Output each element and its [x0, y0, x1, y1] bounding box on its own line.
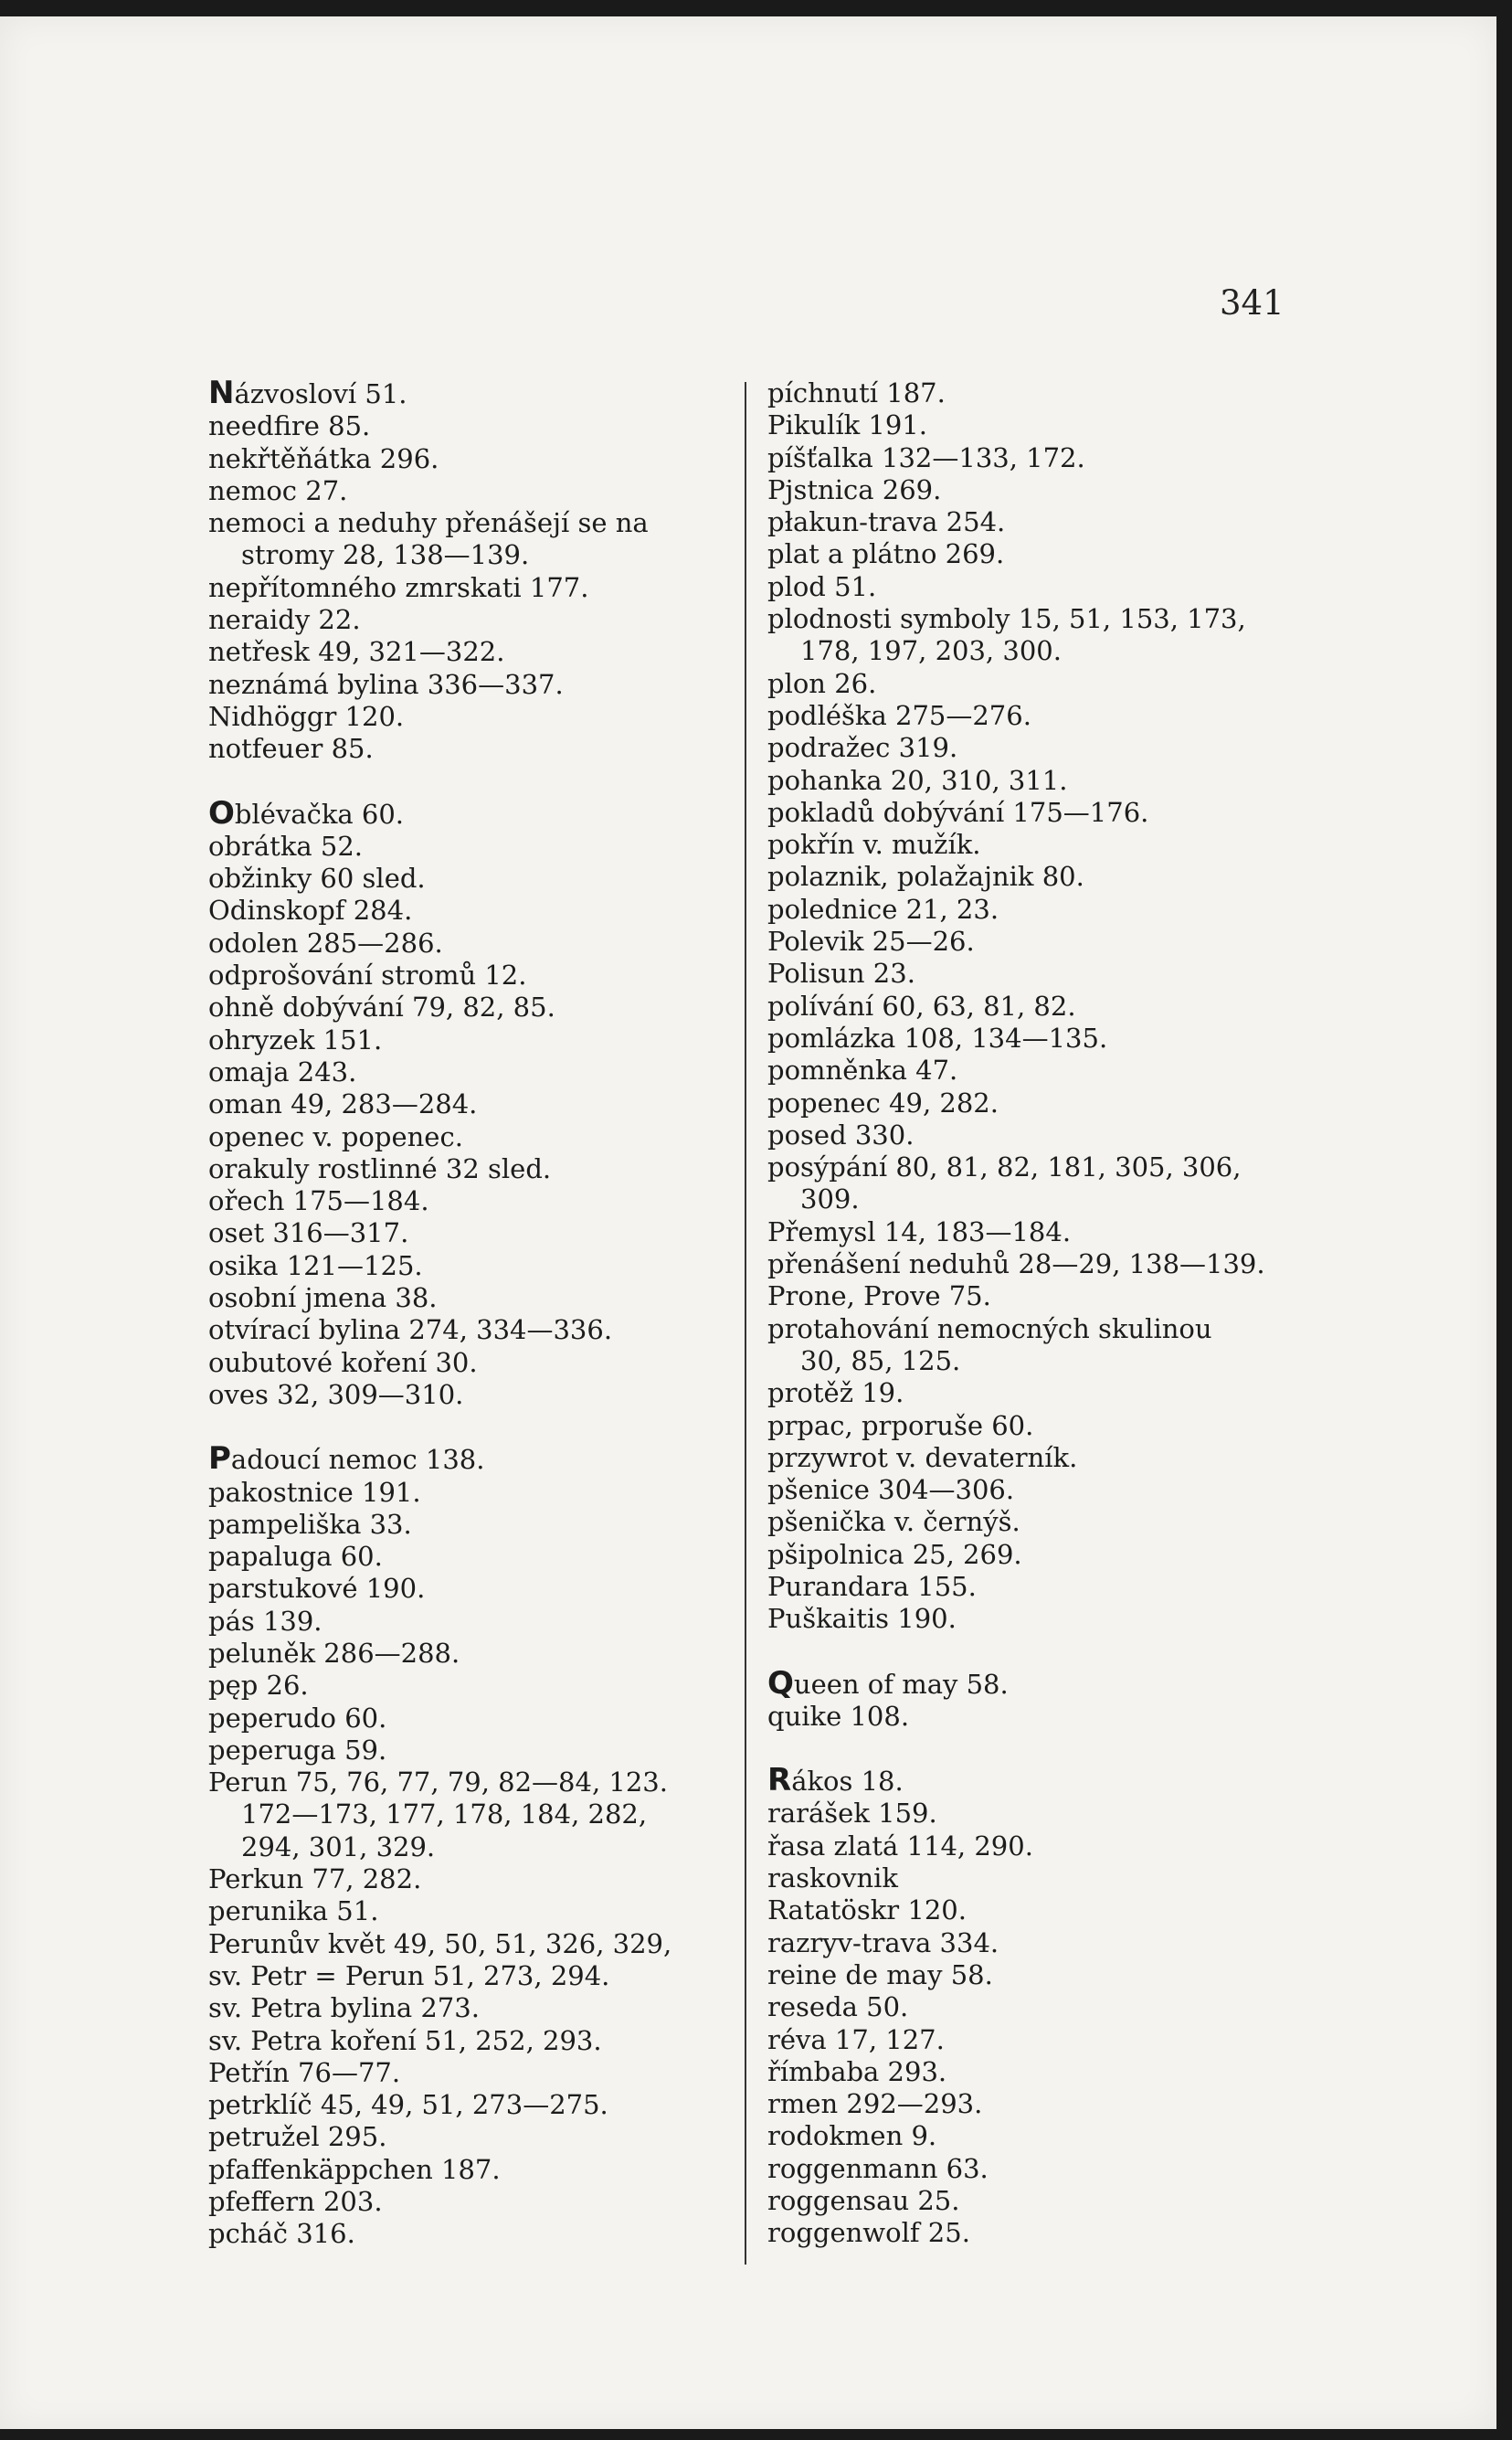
index-entry: podléška 275—276.	[767, 699, 1031, 731]
index-entry: orakuly rostlinné 32 sled.	[208, 1152, 552, 1184]
index-entry: ohryzek 151.	[208, 1024, 383, 1056]
index-entry: ohně dobývání 79, 82, 85.	[208, 992, 555, 1024]
index-section-start: Padoucí nemoc 138.	[208, 1440, 485, 1478]
index-entry: przywrot v. devaterník.	[767, 1441, 1078, 1473]
index-entry: Polevik 25—26.	[767, 926, 975, 958]
index-entry: Polisun 23.	[767, 958, 915, 990]
index-entry: protahování nemocných skulinou	[767, 1312, 1212, 1344]
index-entry: pomněnka 47.	[767, 1055, 958, 1087]
index-entry: Prone, Prove 75.	[767, 1280, 991, 1312]
index-entry: pfeffern 203.	[208, 2186, 383, 2218]
index-entry: polaznik, polažajnik 80.	[767, 861, 1084, 893]
index-entry: rarášek 159.	[767, 1798, 937, 1830]
index-entry: peluněk 286—288.	[208, 1637, 460, 1669]
index-entry: posed 330.	[767, 1119, 915, 1151]
index-entry: oubutové koření 30.	[208, 1346, 478, 1378]
index-entry: Petřín 76—77.	[208, 2056, 401, 2088]
index-entry: nepřítomného zmrskati 177.	[208, 571, 589, 603]
index-entry: Pjstnica 269.	[767, 473, 942, 505]
index-column-right	[767, 377, 1297, 2250]
index-entry: polívání 60, 63, 81, 82.	[767, 990, 1076, 1022]
section-gap	[208, 766, 738, 798]
index-entry: osobní jmena 38.	[208, 1282, 438, 1314]
index-entry: pampeliška 33.	[208, 1508, 412, 1540]
index-entry: sv. Petra bylina 273.	[208, 1992, 480, 2024]
index-entry: odolen 285—286.	[208, 927, 443, 959]
index-entry: plod 51.	[767, 570, 877, 602]
index-entry: popenec 49, 282.	[767, 1087, 999, 1119]
index-entry: obrátka 52.	[208, 830, 364, 862]
index-entry: Odinskopf 284.	[208, 895, 413, 927]
index-column-left	[208, 377, 738, 2251]
index-entry: plon 26.	[767, 667, 877, 699]
index-entry: peperudo 60.	[208, 1702, 387, 1734]
section-gap	[208, 1411, 738, 1443]
section-gap	[767, 1636, 1297, 1668]
index-entry: stromy 28, 138—139.	[241, 539, 530, 571]
index-entry: 178, 197, 203, 300.	[800, 635, 1062, 667]
index-entry: obžinky 60 sled.	[208, 863, 426, 895]
index-entry: pšipolnica 25, 269.	[767, 1538, 1022, 1570]
index-entry: roggenmann 63.	[767, 2152, 989, 2184]
index-entry: parstukové 190.	[208, 1573, 426, 1605]
index-entry: perunika 51.	[208, 1895, 379, 1927]
index-entry: 309.	[800, 1183, 860, 1215]
index-entry: otvírací bylina 274, 334—336.	[208, 1314, 613, 1346]
index-entry: 30, 85, 125.	[800, 1344, 961, 1376]
index-entry: rodokmen 9.	[767, 2120, 937, 2152]
index-section-start: Názvosloví 51.	[208, 375, 407, 411]
index-entry: roggensau 25.	[767, 2185, 960, 2217]
index-entry: quike 108.	[767, 1700, 910, 1732]
index-entry: 172—173, 177, 178, 184, 282,	[241, 1798, 648, 1830]
index-entry: pšenička v. černýš.	[767, 1506, 1020, 1538]
index-entry: 294, 301, 329.	[241, 1830, 436, 1862]
index-entry: osika 121—125.	[208, 1249, 423, 1281]
index-entry: Přemysl 14, 183—184.	[767, 1215, 1072, 1247]
index-entry: pakostnice 191.	[208, 1476, 421, 1508]
index-entry: plodnosti symboly 15, 51, 153, 173,	[767, 603, 1246, 635]
index-entry: reine de may 58.	[767, 1958, 993, 1990]
index-entry: prpac, prporuše 60.	[767, 1409, 1034, 1441]
index-entry: sv. Petr = Perun 51, 273, 294.	[208, 1959, 610, 1991]
index-entry: protěž 19.	[767, 1377, 904, 1409]
index-entry: Perunův květ 49, 50, 51, 326, 329,	[208, 1927, 672, 1959]
index-entry: roggenwolf 25.	[767, 2217, 970, 2249]
index-entry: petrklíč 45, 49, 51, 273—275.	[208, 2089, 608, 2121]
index-entry: pás 139.	[208, 1605, 322, 1637]
index-entry: openec v. popenec.	[208, 1120, 463, 1152]
index-entry: Purandara 155.	[767, 1570, 977, 1602]
index-entry: pcháč 316.	[208, 2218, 355, 2250]
index-entry: Puškaitis 190.	[767, 1603, 957, 1635]
index-entry: plat a plátno 269.	[767, 538, 1005, 570]
index-entry: přenášení neduhů 28—29, 138—139.	[767, 1248, 1265, 1280]
index-entry: płakun-trava 254.	[767, 506, 1006, 538]
index-section-start: Rákos 18.	[767, 1762, 904, 1799]
section-gap	[767, 1733, 1297, 1765]
column-divider	[745, 382, 746, 2265]
index-entry: polednice 21, 23.	[767, 893, 999, 925]
index-entry: omaja 243.	[208, 1056, 357, 1087]
index-entry: reseda 50.	[767, 1991, 909, 2023]
index-entry: podražec 319.	[767, 732, 958, 764]
index-entry: peperuga 59.	[208, 1734, 387, 1766]
index-entry: netřesk 49, 321—322.	[208, 636, 505, 668]
index-entry: Perkun 77, 282.	[208, 1863, 422, 1895]
index-entry: odprošování stromů 12.	[208, 960, 527, 992]
book-page	[0, 16, 1496, 2429]
index-entry: oves 32, 309—310.	[208, 1378, 464, 1410]
index-entry: petružel 295.	[208, 2121, 387, 2153]
index-entry: řasa zlatá 114, 290.	[767, 1830, 1033, 1862]
index-section-start: Queen of may 58.	[767, 1664, 1009, 1702]
index-entry: pšenice 304—306.	[767, 1474, 1015, 1506]
index-entry: pokřín v. mužík.	[767, 829, 981, 861]
index-entry: Pikulík 191.	[767, 409, 927, 441]
index-entry: Nidhöggr 120.	[208, 700, 405, 732]
index-entry: oman 49, 283—284.	[208, 1088, 478, 1120]
index-entry: pokladů dobývání 175—176.	[767, 796, 1149, 828]
index-entry: pfaffenkäppchen 187.	[208, 2153, 501, 2185]
index-entry: needfire 85.	[208, 410, 371, 442]
index-entry: raskovnik	[767, 1862, 898, 1894]
index-entry: nemoci a neduhy přenášejí se na	[208, 507, 649, 539]
index-entry: pomlázka 108, 134—135.	[767, 1022, 1108, 1054]
index-entry: papaluga 60.	[208, 1541, 383, 1573]
index-entry: neznámá bylina 336—337.	[208, 668, 564, 700]
index-entry: ořech 175—184.	[208, 1185, 429, 1217]
index-entry: nemoc 27.	[208, 474, 348, 506]
index-section-start: Oblévačka 60.	[208, 794, 405, 832]
page-number: 341	[1220, 283, 1285, 323]
index-entry: Ratatöskr 120.	[767, 1894, 967, 1926]
index-entry: oset 316—317.	[208, 1217, 409, 1249]
index-entry: pęp 26.	[208, 1670, 309, 1702]
index-entry: rmen 292—293.	[767, 2088, 983, 2120]
index-entry: neraidy 22.	[208, 604, 361, 636]
index-entry: posýpání 80, 81, 82, 181, 305, 306,	[767, 1151, 1242, 1183]
index-entry: nekřtěňátka 296.	[208, 442, 439, 474]
index-entry: římbaba 293.	[767, 2055, 947, 2087]
index-entry: notfeuer 85.	[208, 733, 374, 765]
index-entry: réva 17, 127.	[767, 2023, 945, 2055]
index-entry: sv. Petra koření 51, 252, 293.	[208, 2024, 602, 2056]
index-entry: razryv-trava 334.	[767, 1926, 999, 1958]
index-entry: pohanka 20, 310, 311.	[767, 764, 1068, 796]
index-entry: Perun 75, 76, 77, 79, 82—84, 123.	[208, 1766, 668, 1798]
index-entry: píšťalka 132—133, 172.	[767, 441, 1085, 473]
index-entry: píchnutí 187.	[767, 377, 946, 408]
